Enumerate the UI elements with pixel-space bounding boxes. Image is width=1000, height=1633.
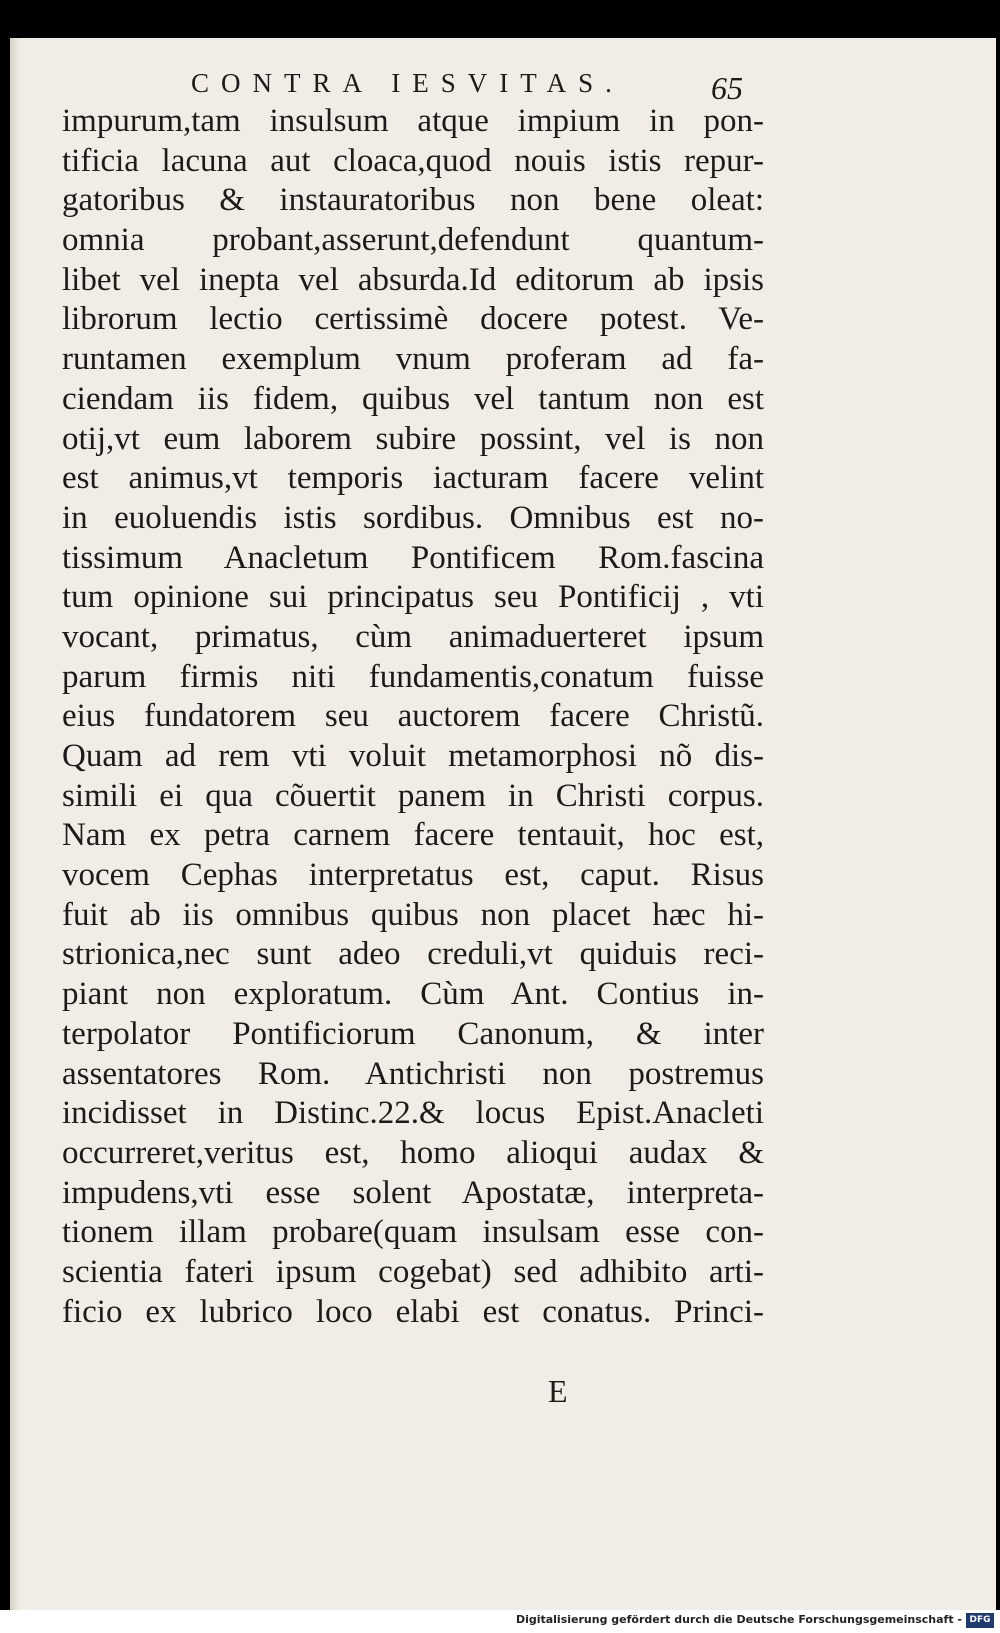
text-line: ficio ex lubrico loco elabi est conatus. Princi-	[62, 1293, 764, 1330]
text-line: impurum,tam insulsum atque impium in pon-	[62, 103, 764, 139]
signature-mark: E	[548, 1373, 568, 1409]
text-line: piant non exploratum. Cùm Ant. Contius in-	[62, 976, 764, 1013]
text-line: assentatores Rom. Antichristi non postremus	[62, 1055, 764, 1092]
text-line: tionem illam probare(quam insulsam esse con-	[62, 1214, 764, 1251]
page-gutter	[10, 38, 20, 1610]
text-line: in euoluendis istis sordibus. Omnibus est no-	[62, 499, 764, 536]
text-line: tissimum Anacletum Pontificem Rom.fascina	[62, 539, 764, 576]
text-line: runtamen exemplum vnum proferam ad fa-	[62, 341, 764, 378]
text-line: Nam ex petra carnem facere tentauit, hoc est,	[62, 817, 764, 854]
text-line: scientia fateri ipsum cogebat) sed adhibito arti-	[62, 1253, 764, 1290]
text-line: Quam ad rem vti voluit metamorphosi nõ dis-	[62, 738, 764, 774]
text-line: ciendam iis fidem, quibus vel tantum non est	[62, 380, 764, 417]
text-line: omnia probant,asserunt,defendunt quantum-	[62, 222, 764, 259]
text-line: vocant, primatus, cùm animaduerteret ipsum	[62, 618, 764, 655]
text-line: terpolator Pontificiorum Canonum, & inter	[62, 1015, 764, 1052]
text-line: libet vel inepta vel absurda.Id editorum ab ipsis	[62, 261, 764, 298]
text-line: tum opinione sui principatus seu Pontificij , vti	[62, 579, 764, 616]
dfg-logo: DFG	[966, 1613, 994, 1628]
text-line: vocem Cephas interpretatus est, caput. Risus	[62, 857, 764, 894]
text-line: otij,vt eum laborem subire possint, vel is non	[62, 420, 764, 457]
funding-credit: Digitalisierung gefördert durch die Deutsche Forschungsgemeinschaft -	[515, 1613, 962, 1626]
text-line: gatoribus & instauratoribus non bene oleat:	[62, 182, 764, 219]
text-line: impudens,vti esse solent Apostatæ, interpreta-	[62, 1174, 764, 1211]
text-line: incidisset in Distinc.22.& locus Epist.Anacleti	[62, 1095, 764, 1132]
text-line: parum firmis niti fundamentis,conatum fuisse	[62, 658, 764, 695]
text-line: fuit ab iis omnibus quibus non placet hæc hi-	[62, 896, 764, 933]
page-number: 65	[711, 70, 743, 106]
text-line: strionica,nec sunt adeo creduli,vt quiduis reci-	[62, 936, 764, 973]
running-head-title: CONTRA IESVITAS.	[191, 68, 624, 98]
text-line: eius fundatorem seu auctorem facere Christũ.	[62, 698, 764, 735]
text-line: occurreret,veritus est, homo alioqui audax &	[62, 1134, 764, 1171]
body-text	[62, 102, 764, 1332]
text-line: tificia lacuna aut cloaca,quod nouis istis repur-	[62, 142, 764, 179]
footer-bar	[0, 1610, 1000, 1633]
text-line: simili ei qua cõuertit panem in Christi corpus.	[62, 777, 764, 814]
text-line: librorum lectio certissimè docere potest. Ve-	[62, 301, 764, 338]
text-line: est animus,vt temporis iacturam facere velint	[62, 460, 764, 497]
